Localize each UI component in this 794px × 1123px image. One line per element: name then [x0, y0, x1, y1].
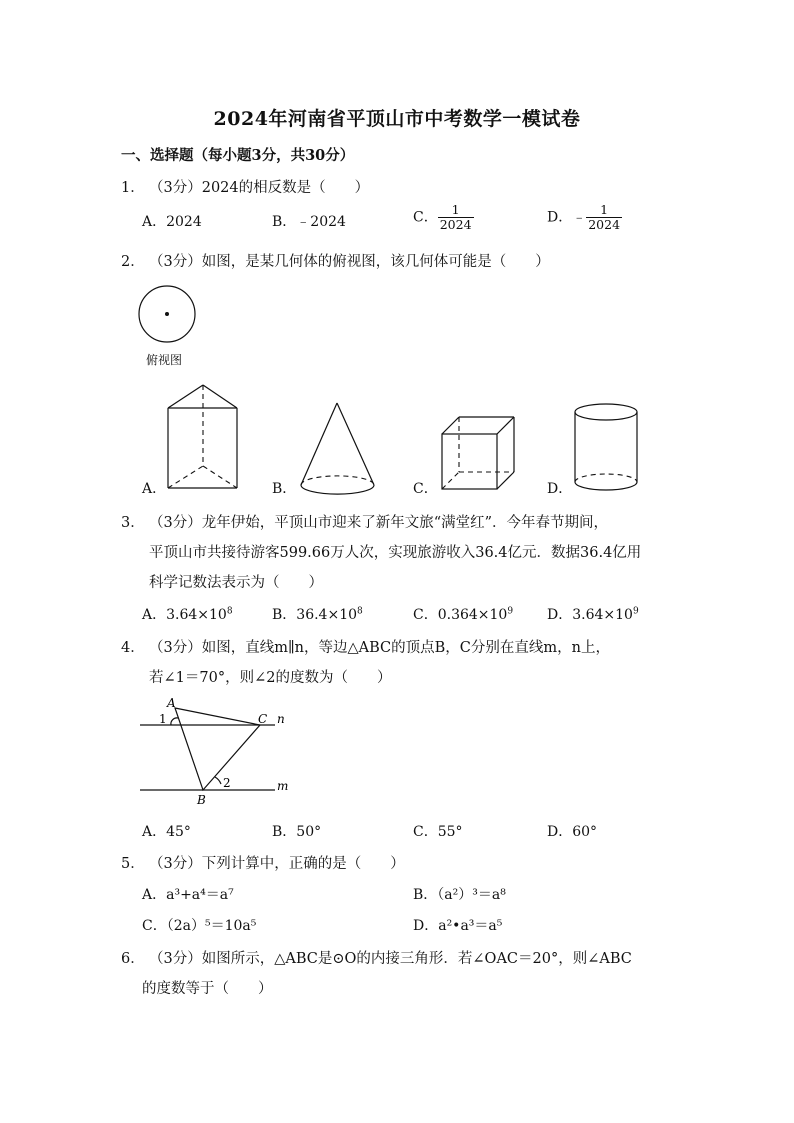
q2-option-b-label: B．: [272, 481, 297, 497]
option-text: C．0.364×10: [413, 607, 508, 623]
cone-figure: [298, 400, 378, 500]
q4-option-d: D．60°: [547, 824, 598, 840]
denominator: 2024: [439, 216, 472, 232]
triangular-prism-figure: [165, 382, 245, 492]
q2-option-d-label: D．: [547, 481, 573, 497]
question-1: [121, 176, 369, 197]
angle-2-label: 2: [223, 776, 231, 790]
question-stem: （3分）下列计算中，正确的是（ ）: [149, 856, 405, 872]
q5-option-a: A．a³+a⁴＝a⁷: [142, 887, 234, 903]
option-text: B．36.4×10: [272, 607, 358, 623]
option-label: D．: [547, 209, 573, 226]
question-number: 1．: [121, 180, 145, 196]
question-2: [121, 250, 550, 271]
cylinder-figure: [572, 402, 647, 497]
page-title: 2024年河南省平顶山市中考数学一模试卷: [213, 108, 581, 130]
section-heading: 一、选择题（每小题3分，共30分）: [121, 147, 355, 164]
question-number: 2．: [121, 254, 145, 270]
top-view-figure: [133, 282, 203, 352]
question-stem-line-1: （3分）如图所示，△ABC是⊙O的内接三角形．若∠OAC＝20°，则∠ABC: [149, 951, 632, 967]
exponent: 9: [632, 606, 639, 617]
cube-figure: [440, 415, 520, 495]
option-label: C．: [413, 209, 438, 226]
q5-option-b: B．（a²）³＝a⁸: [413, 887, 506, 903]
parallel-lines-triangle-figure: [135, 693, 305, 808]
q2-option-c-label: C．: [413, 481, 438, 497]
exponent: 8: [226, 606, 233, 617]
question-3: [121, 511, 608, 532]
q5-option-c: C．（2a）⁵＝10a⁵: [142, 918, 257, 934]
question-stem-line-1: （3分）龙年伊始，平顶山市迎来了新年文旅“满堂红”．今年春节期间，: [149, 515, 609, 531]
vertex-b-label: B: [197, 793, 206, 807]
q4-option-c: C．55°: [413, 824, 463, 840]
exponent: 8: [357, 606, 363, 617]
q1-option-b: B．﹣2024: [272, 214, 346, 230]
question-6: [121, 947, 632, 968]
question-number: 4．: [121, 640, 145, 656]
vertex-a-label: A: [167, 696, 176, 710]
q3-option-b: [272, 604, 363, 624]
question-stem-line-1: （3分）如图，直线m∥n，等边△ABC的顶点B，C分别在直线m，n上，: [149, 640, 610, 656]
option-text: D．3.64×10: [547, 607, 633, 623]
line-m-label: m: [277, 779, 289, 793]
question-stem-line-2: 若∠1＝70°，则∠2的度数为（ ）: [149, 670, 392, 686]
line-n-label: n: [277, 712, 285, 726]
numerator: 1: [438, 203, 474, 218]
question-number: 5．: [121, 856, 145, 872]
question-number: 3．: [121, 515, 145, 531]
q3-option-d: [547, 604, 639, 624]
angle-1-label: 1: [159, 712, 167, 726]
q1-option-a: A．2024: [142, 214, 202, 230]
q1-option-d: [547, 203, 622, 232]
top-view-caption: 俯视图: [146, 353, 183, 367]
fraction: [586, 203, 622, 232]
question-stem-line-3: 科学记数法表示为（ ）: [149, 575, 323, 591]
denominator: 2024: [588, 216, 621, 232]
q4-option-b: B．50°: [272, 824, 322, 840]
question-stem: （3分）如图，是某几何体的俯视图，该几何体可能是（ ）: [149, 254, 550, 270]
question-stem-line-2: 平顶山市共接待游客599.66万人次，实现旅游收入36.4亿元．数据36.4亿用: [149, 545, 642, 561]
exponent: 9: [507, 606, 514, 617]
option-text: A．3.64×10: [142, 607, 227, 623]
minus-sign: ﹣: [572, 209, 587, 226]
question-stem: （3分）2024的相反数是（ ）: [149, 180, 370, 196]
numerator: 1: [586, 203, 622, 218]
q1-option-c: [413, 203, 474, 232]
q5-option-d: D．a²•a³＝a⁵: [413, 918, 503, 934]
q4-option-a: A．45°: [142, 824, 191, 840]
fraction: [438, 203, 474, 232]
question-4: [121, 636, 610, 657]
q2-option-a-label: A．: [142, 481, 167, 497]
q3-option-a: [142, 604, 233, 624]
question-stem-line-2: 的度数等于（ ）: [142, 981, 273, 997]
q3-option-c: [413, 604, 513, 624]
question-5: [121, 852, 405, 873]
vertex-c-label: C: [258, 712, 268, 726]
question-number: 6．: [121, 951, 145, 967]
